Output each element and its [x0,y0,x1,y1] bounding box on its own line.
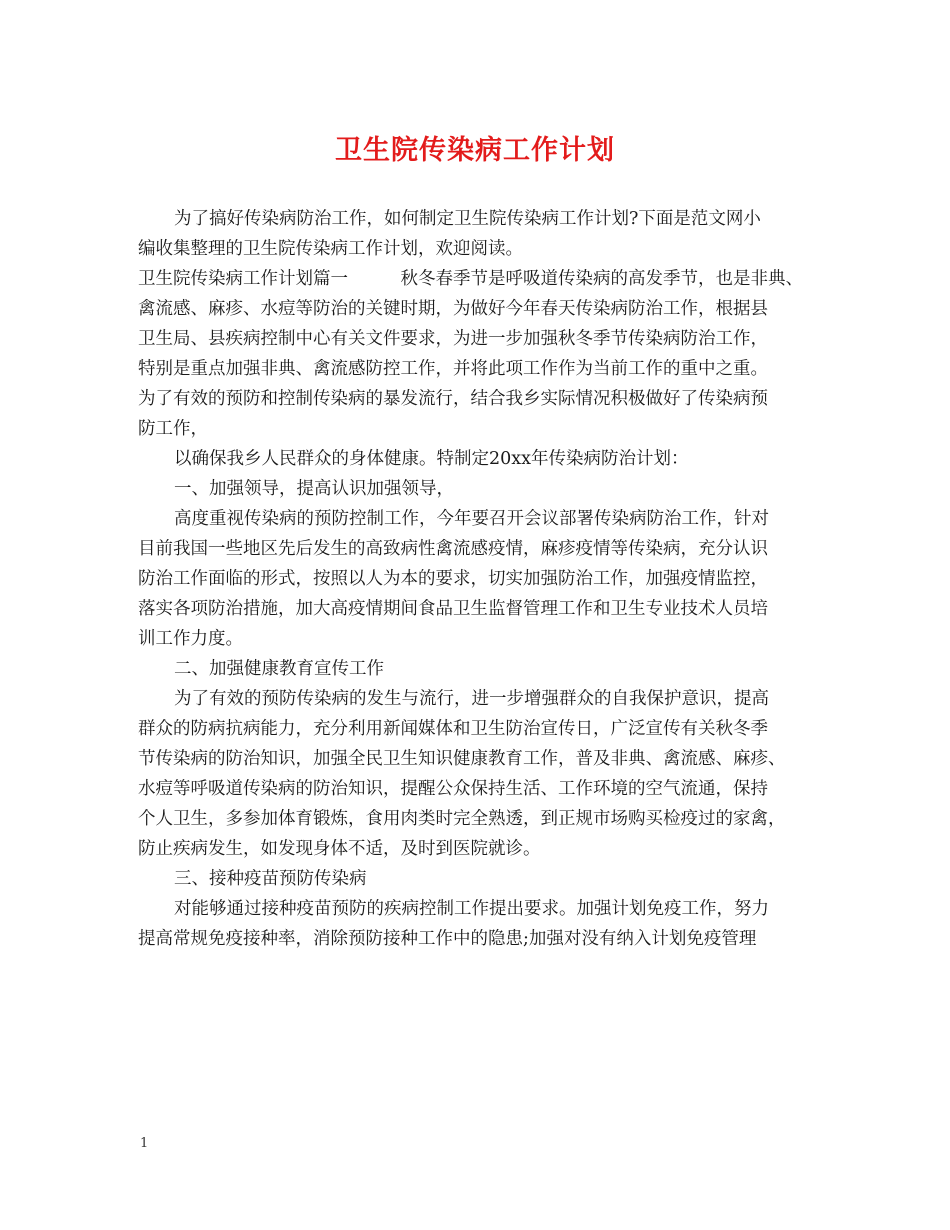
body-text-line: 落实各项防治措施，加大高疫情期间食品卫生监督管理工作和卫生专业技术人员培 [138,599,768,619]
body-text-line: 卫生院传染病工作计划篇一 秋冬春季节是呼吸道传染病的高发季节，也是非典、 [138,269,803,289]
body-text-line: 为了有效的预防传染病的发生与流行，进一步增强群众的自我保护意识，提高 [174,689,769,709]
document-body [138,204,828,954]
page-number: 1 [140,1136,149,1151]
body-text-line: 为了搞好传染病防治工作，如何制定卫生院传染病工作计划?下面是范文网小 [174,209,761,229]
body-text-line: 禽流感、麻疹、水痘等防治的关键时期，为做好今年春天传染病防治工作，根据县 [138,299,768,319]
body-text-line: 二、加强健康教育宣传工作 [174,659,384,679]
body-text-line: 目前我国一些地区先后发生的高致病性禽流感疫情，麻疹疫情等传染病，充分认识 [138,539,768,559]
body-text-line: 防工作， [138,419,208,439]
body-text-line: 三、接种疫苗预防传染病 [174,869,367,889]
body-text-line: 高度重视传染病的预防控制工作，今年要召开会议部署传染病防治工作，针对 [174,509,769,529]
document-title: 卫生院传染病工作计划 [335,135,615,166]
body-text-line: 水痘等呼吸道传染病的防治知识，提醒公众保持生活、工作环境的空气流通，保持 [138,779,768,799]
body-text-line: 特别是重点加强非典、禽流感防控工作，并将此项工作作为当前工作的重中之重。 [138,359,768,379]
body-text-line: 节传染病的防治知识，加强全民卫生知识健康教育工作，普及非典、禽流感、麻疹、 [138,749,786,769]
body-text-line: 群众的防病抗病能力，充分利用新闻媒体和卫生防治宣传日，广泛宣传有关秋冬季 [138,719,768,739]
body-text-line: 个人卫生，多参加体育锻炼，食用肉类时完全熟透，到正规市场购买检疫过的家禽， [138,809,786,829]
body-text-line: 防止疾病发生，如发现身体不适，及时到医院就诊。 [138,839,541,859]
body-text-line: 编收集整理的卫生院传染病工作计划，欢迎阅读。 [138,239,523,259]
body-text-line: 防治工作面临的形式，按照以人为本的要求，切实加强防治工作，加强疫情监控， [138,569,768,589]
body-text-line: 提高常规免疫接种率，消除预防接种工作中的隐患;加强对没有纳入计划免疫管理 [138,929,757,949]
body-text-line: 一、加强领导，提高认识加强领导， [174,479,454,499]
body-text-line: 对能够通过接种疫苗预防的疾病控制工作提出要求。加强计划免疫工作，努力 [174,899,769,919]
body-text-line: 为了有效的预防和控制传染病的暴发流行，结合我乡实际情况积极做好了传染病预 [138,389,768,409]
body-text-line: 以确保我乡人民群众的身体健康。特制定20xx年传染病防治计划： [174,449,689,469]
body-text-line: 卫生局、县疾病控制中心有关文件要求，为进一步加强秋冬季节传染病防治工作， [138,329,768,349]
body-text-line: 训工作力度。 [138,629,243,649]
